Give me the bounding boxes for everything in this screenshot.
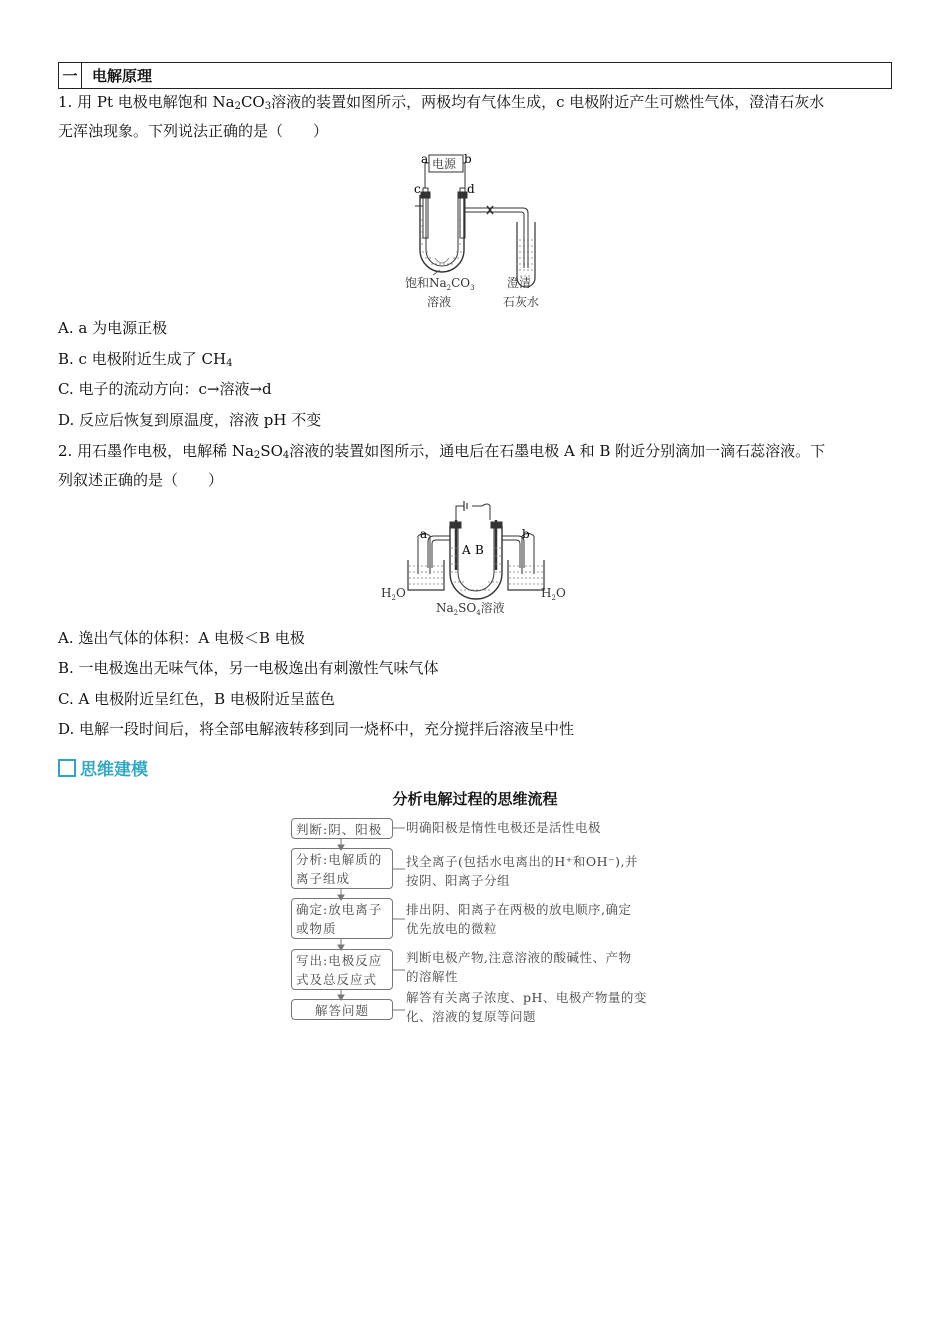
q1-option-c: C. 电子的流动方向：c→溶液→d <box>58 380 272 398</box>
flow-step-2-box-line2: 离子组成 <box>296 871 351 886</box>
q2-stem-line1: 2. 用石墨作电极，电解稀 $Na_2SO_4$溶液的装置如图所示，通电后在石墨电极 A 和 B 附近分别滴加一滴石蕊溶液。下 <box>58 442 826 461</box>
q2-fig-label-b: b <box>522 527 530 541</box>
section-title: 电解原理 <box>92 67 153 85</box>
q2-apparatus-figure <box>378 498 574 618</box>
flow-step-3-box-line1: 确定:放电离子 <box>296 902 383 917</box>
q1-fig-power: 电源 <box>432 157 457 171</box>
flow-step-1-desc: 明确阳极是惰性电极还是活性电极 <box>406 820 602 835</box>
flow-step-5-box: 解答问题 <box>291 999 393 1020</box>
q1-stem-line2: 无浑浊现象。下列说法正确的是（ ） <box>58 122 329 140</box>
q2-fig-solution: $Na_2SO_4$溶液 <box>436 601 505 617</box>
flow-step-3-desc: 排出阴、阳离子在两极的放电顺序,确定 优先放电的微粒 <box>406 902 632 936</box>
flow-step-2-box <box>291 848 393 889</box>
q2-stem-line2: 列叙述正确的是（ ） <box>58 471 224 489</box>
flow-step-4-desc: 判断电极产物,注意溶液的酸碱性、产物 的溶解性 <box>406 950 632 984</box>
q1-fig-limewater-2: 石灰水 <box>503 295 540 309</box>
thinking-heading-text: 思维建模 <box>80 760 148 780</box>
section-number: 一 <box>59 63 82 88</box>
flow-step-4-box <box>291 949 393 990</box>
q1-fig-solution-line2: 溶液 <box>427 295 452 309</box>
q1-fig-label-a: a <box>421 152 429 166</box>
q2-fig-label-A: A <box>462 543 471 557</box>
q1-fig-label-c: c <box>414 182 421 196</box>
q2-option-d: D. 电解一段时间后，将全部电解液转移到同一烧杯中，充分搅拌后溶液呈中性 <box>58 720 575 738</box>
flow-step-3-box <box>291 898 393 939</box>
square-icon <box>58 759 76 777</box>
q1-apparatus-figure <box>395 150 565 312</box>
q2-fig-water-left: $H_2O$ <box>381 586 406 602</box>
q2-fig-water-right: $H_2O$ <box>541 586 566 602</box>
flow-title: 分析电解过程的思维流程 <box>392 790 558 808</box>
section-header <box>58 62 892 89</box>
q1-option-a: A. a 为电源正极 <box>58 319 168 337</box>
q1-stem-line1: 1. 用 Pt 电极电解饱和 $Na_2CO_3$溶液的装置如图所示，两极均有气体生成，c 电极附近产生可燃性气体，澄清石灰水 <box>58 93 825 112</box>
q1-fig-label-d: d <box>467 182 475 196</box>
flow-step-4-box-line1: 写出:电极反应 <box>296 953 383 968</box>
q1-fig-label-b: b <box>464 152 472 166</box>
q2-option-a: A. 逸出气体的体积：A 电极＜B 电极 <box>58 629 305 647</box>
q2-option-c: C. A 电极附近呈红色，B 电极附近呈蓝色 <box>58 690 335 708</box>
flow-step-2-box-line1: 分析:电解质的 <box>296 852 383 867</box>
q2-fig-label-a: a <box>420 527 428 541</box>
flow-step-3-box-line2: 或物质 <box>296 921 337 936</box>
q2-fig-label-B: B <box>475 543 484 557</box>
q2-option-b: B. 一电极逸出无味气体，另一电极逸出有刺激性气味气体 <box>58 659 439 677</box>
q1-option-d: D. 反应后恢复到原温度，溶液 pH 不变 <box>58 411 322 429</box>
q1-option-b: B. c 电极附近生成了 $CH_4$ <box>58 350 233 369</box>
flow-step-1-box: 判断:阴、阳极 <box>291 818 393 839</box>
q1-fig-solution: 饱和$Na_2CO_3$ <box>405 276 475 292</box>
q1-fig-limewater-1: 澄清 <box>507 276 532 290</box>
thinking-heading <box>58 755 148 780</box>
flow-step-5-desc: 解答有关离子浓度、pH、电极产物量的变 化、溶液的复原等问题 <box>406 990 647 1024</box>
flow-step-2-desc: 找全离子(包括水电离出的H⁺和OH⁻),并 按阴、阳离子分组 <box>406 854 638 888</box>
flow-step-4-box-line2: 式及总反应式 <box>296 972 378 987</box>
